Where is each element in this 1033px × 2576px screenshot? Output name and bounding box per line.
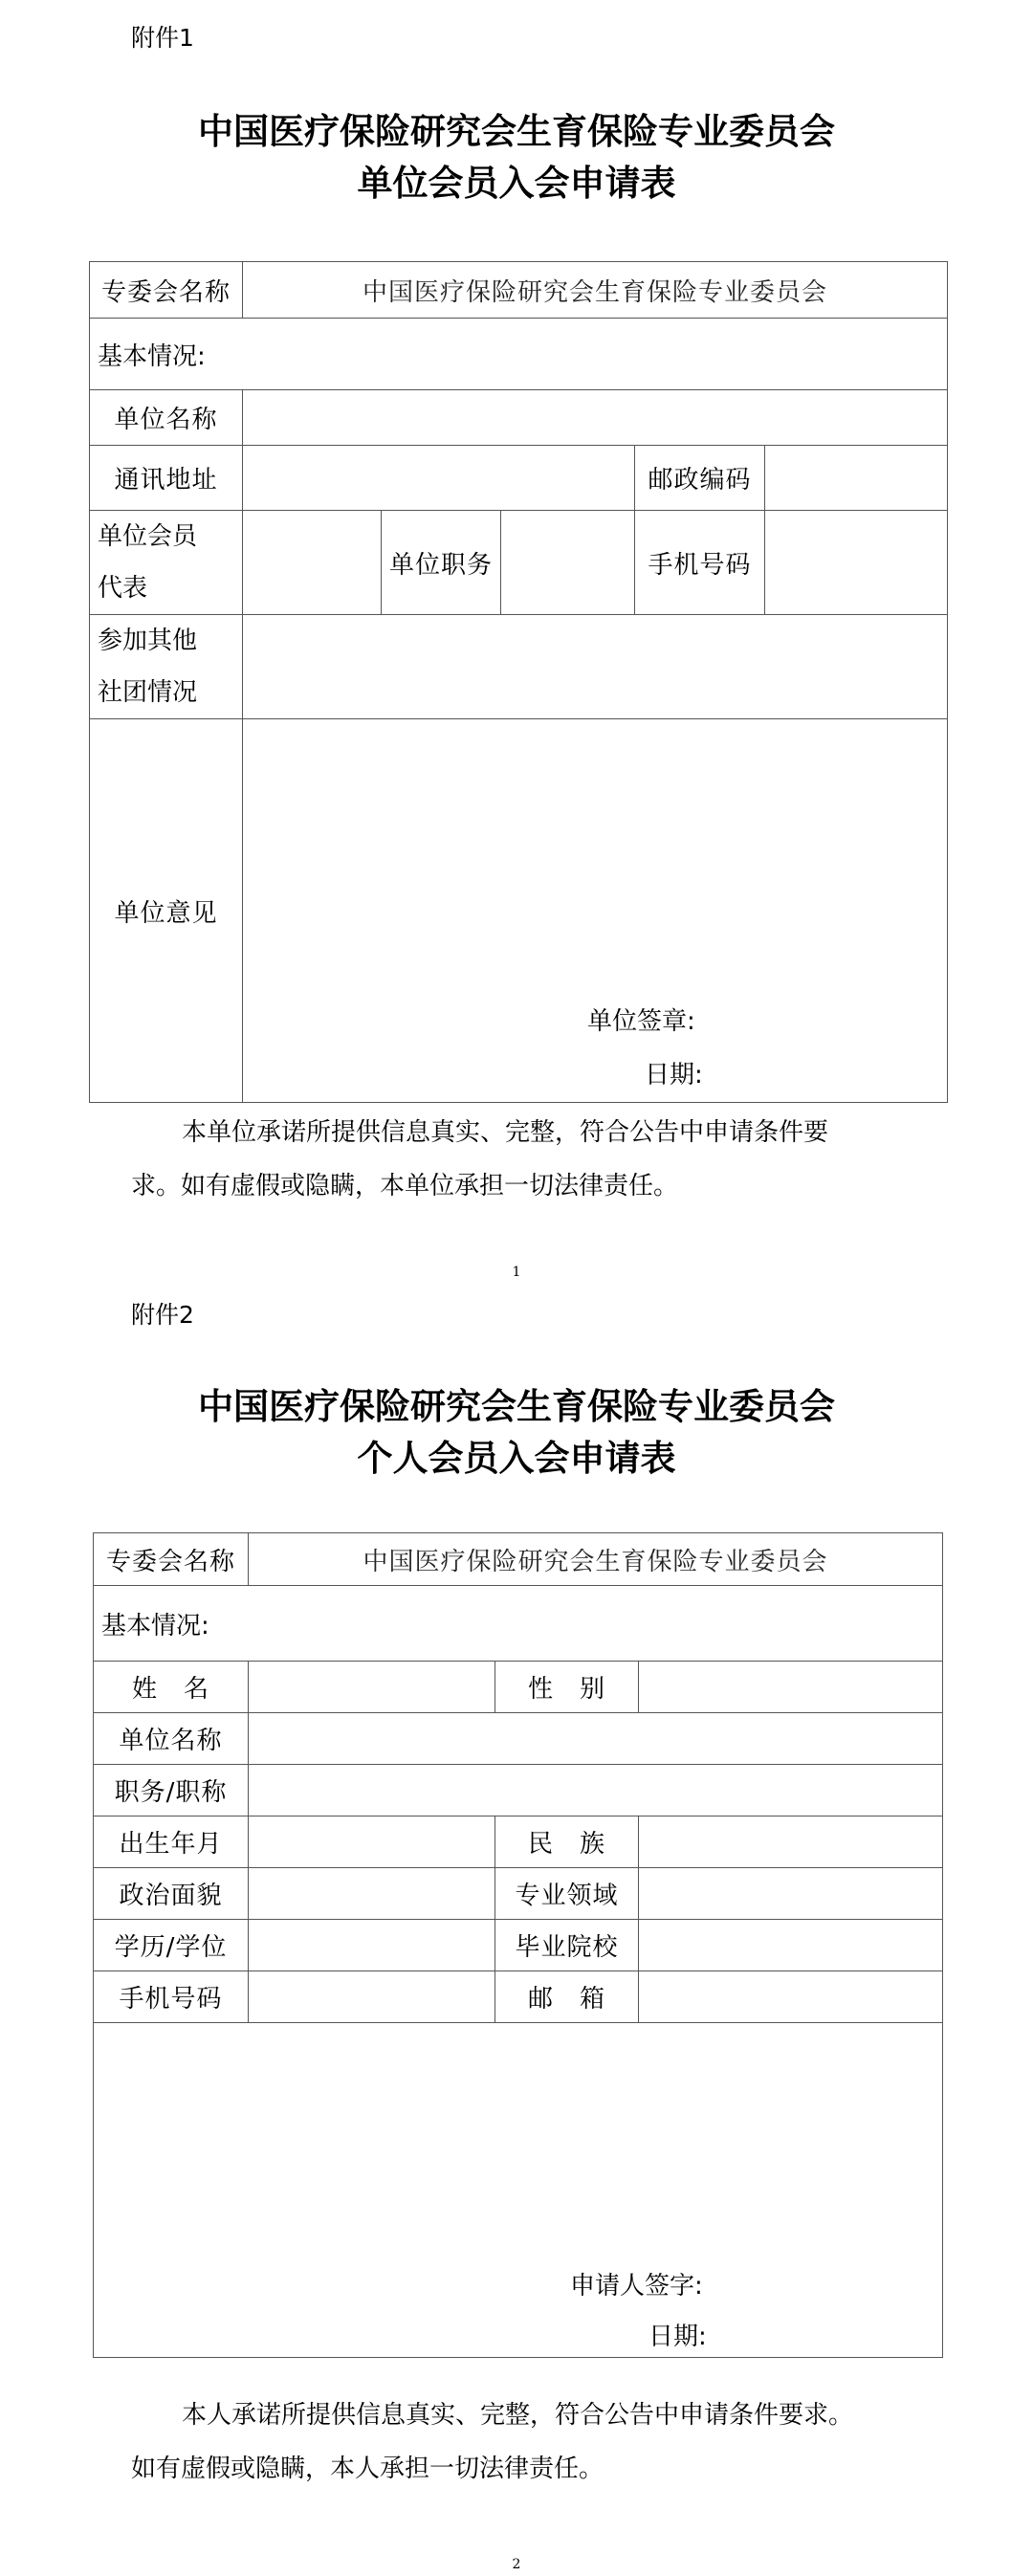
other-orgs-label-line2: 社团情况 [98, 678, 198, 707]
field-label: 专业领域 [495, 1868, 639, 1920]
mobile-field[interactable] [765, 511, 948, 615]
ethnicity-field[interactable] [639, 1816, 943, 1868]
committee-name-value: 中国医疗保险研究会生育保险专业委员会 [249, 1533, 943, 1586]
postcode-label: 邮政编码 [635, 446, 765, 511]
job-title-label: 职务/职称 [94, 1765, 249, 1816]
name-label: 姓 名 [94, 1662, 249, 1713]
form-title-line2: 个人会员入会申请表 [357, 1437, 676, 1479]
page-1 [0, 0, 1033, 1282]
address-field[interactable] [243, 446, 635, 511]
applicant-signature-label: 申请人签字: [570, 2272, 703, 2301]
school-field[interactable] [639, 1920, 943, 1971]
unit-opinion-label: 单位意见 [90, 719, 243, 1103]
unit-opinion-field[interactable] [243, 719, 948, 1103]
basic-info-label: 基本情况: [90, 319, 948, 390]
unit-position-label: 单位职务 [382, 511, 501, 615]
other-orgs-field[interactable] [243, 615, 948, 719]
unit-date-label: 日期: [645, 1061, 703, 1090]
education-field[interactable] [249, 1920, 495, 1971]
unit-name-field[interactable] [243, 390, 948, 446]
unit-name-label: 单位名称 [94, 1713, 249, 1765]
unit-rep-label [90, 511, 243, 615]
address-label: 通讯地址 [90, 446, 243, 511]
committee-name-value: 中国医疗保险研究会生育保险专业委员会 [243, 262, 948, 319]
unit-name-label: 单位名称 [90, 390, 243, 446]
form-title-line1: 中国医疗保险研究会生育保险专业委员会 [198, 1385, 835, 1427]
unit-rep-label-line2: 代表 [98, 574, 148, 603]
field-field[interactable] [639, 1868, 943, 1920]
commitment-line2: 求。如有虚假或隐瞒，本单位承担一切法律责任。 [131, 1172, 679, 1200]
email-field[interactable] [639, 1971, 943, 2023]
attachment-label: 附件1 [131, 24, 194, 52]
signature-box[interactable] [94, 2023, 943, 2358]
commitment-line1: 本人承诺所提供信息真实、完整，符合公告中申请条件要求。 [182, 2401, 854, 2430]
date-label: 日期: [648, 2323, 707, 2351]
unit-application-table [89, 261, 948, 1103]
email-label: 邮 箱 [495, 1971, 639, 2023]
page-number: 2 [512, 2557, 521, 2572]
basic-info-label: 基本情况: [94, 1586, 943, 1662]
form-title-line1: 中国医疗保险研究会生育保险专业委员会 [198, 110, 835, 152]
unit-position-field[interactable] [501, 511, 635, 615]
unit-rep-field[interactable] [243, 511, 382, 615]
gender-field[interactable] [639, 1662, 943, 1713]
personal-application-table [93, 1532, 943, 2358]
page-number: 1 [512, 1265, 521, 1280]
attachment-label: 附件2 [131, 1301, 194, 1329]
political-label: 政治面貌 [94, 1868, 249, 1920]
gender-label: 性 别 [495, 1662, 639, 1713]
other-orgs-label-line1: 参加其他 [98, 627, 198, 655]
other-orgs-label [90, 615, 243, 719]
ethnicity-label: 民 族 [495, 1816, 639, 1868]
birth-label: 出生年月 [94, 1816, 249, 1868]
unit-seal-label: 单位签章: [587, 1007, 695, 1036]
job-title-field[interactable] [249, 1765, 943, 1816]
commitment-line2: 如有虚假或隐瞒，本人承担一切法律责任。 [131, 2455, 604, 2483]
mobile-label: 手机号码 [94, 1971, 249, 2023]
committee-name-label: 专委会名称 [94, 1533, 249, 1586]
mobile-field[interactable] [249, 1971, 495, 2023]
committee-name-label: 专委会名称 [90, 262, 243, 319]
commitment-line1: 本单位承诺所提供信息真实、完整，符合公告中申请条件要 [182, 1118, 829, 1147]
education-label: 学历/学位 [94, 1920, 249, 1971]
school-label: 毕业院校 [495, 1920, 639, 1971]
birth-field[interactable] [249, 1816, 495, 1868]
unit-name-field[interactable] [249, 1713, 943, 1765]
mobile-label: 手机号码 [635, 511, 765, 615]
page-2 [0, 1282, 1033, 2576]
unit-rep-label-line1: 单位会员 [98, 522, 198, 551]
name-field[interactable] [249, 1662, 495, 1713]
postcode-field[interactable] [765, 446, 948, 511]
form-title-line2: 单位会员入会申请表 [357, 162, 676, 204]
political-field[interactable] [249, 1868, 495, 1920]
